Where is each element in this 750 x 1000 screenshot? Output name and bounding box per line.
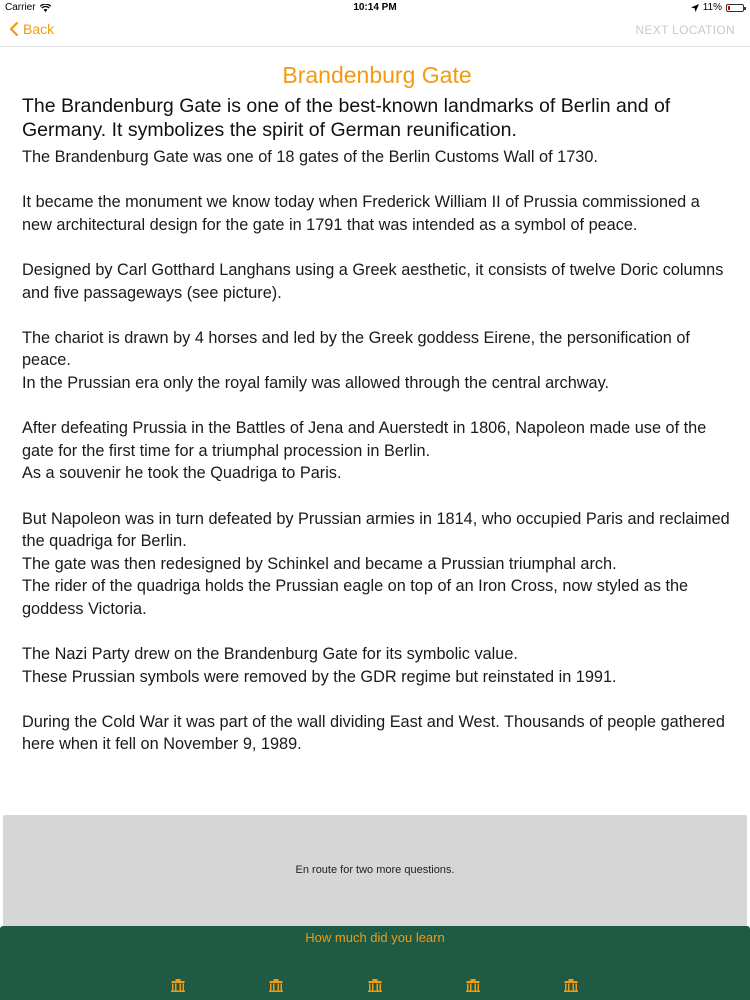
gate-icon[interactable] xyxy=(564,979,578,992)
paragraph-line: These Prussian symbols were removed by the GDR regime but reinstated in 1991. xyxy=(22,667,617,686)
paragraph-line: The Nazi Party drew on the Brandenburg Gate for its symbolic value. xyxy=(22,645,518,664)
back-button-label: Back xyxy=(23,21,55,37)
article-paragraph xyxy=(22,259,732,304)
article-paragraph xyxy=(22,146,732,169)
carrier-label: Carrier xyxy=(5,2,36,13)
status-right xyxy=(691,2,744,13)
paragraph-line: In the Prussian era only the royal family was allowed through the central archway. xyxy=(22,373,610,392)
status-time: 10:14 PM xyxy=(353,2,397,13)
navigation-bar xyxy=(0,16,750,47)
battery-percentage: 11% xyxy=(702,2,722,13)
paragraph-line: After defeating Prussia in the Battles of Jena and Auerstedt in 1806, Napoleon made use of the gate for the first time for a triumphal procession in Berlin. xyxy=(22,419,707,460)
battery-fill xyxy=(728,6,730,10)
chevron-left-icon xyxy=(8,21,20,37)
quiz-prompt[interactable]: How much did you learn xyxy=(305,930,445,945)
paragraph-line: During the Cold War it was part of the wall dividing East and West. Thousands of people gathered here when it fell on November 9, 1989. xyxy=(22,712,725,754)
paragraph-line: The Brandenburg Gate was one of 18 gates of the Berlin Customs Wall of 1730. xyxy=(22,148,598,166)
paragraph-line: Designed by Carl Gotthard Langhans using a Greek aesthetic, it consists of twelve Doric columns and five passageways (see picture). xyxy=(22,260,724,302)
gate-icon[interactable] xyxy=(466,979,480,992)
paragraph-line: As a souvenir he took the Quadriga to Paris. xyxy=(22,464,342,483)
next-location-button[interactable]: NEXT LOCATION xyxy=(635,23,735,37)
article-paragraph xyxy=(22,711,732,756)
paragraph-line: The gate was then redesigned by Schinkel and became a Prussian triumphal arch. xyxy=(22,554,617,573)
quiz-panel xyxy=(0,926,750,1000)
back-button[interactable] xyxy=(8,21,54,37)
route-info-panel xyxy=(3,815,747,927)
article-paragraph xyxy=(22,508,732,621)
location-arrow-icon xyxy=(691,4,699,12)
article-paragraph xyxy=(22,643,732,688)
paragraph-line: It became the monument we know today when Frederick William II of Prussia commissioned a new architectural design for the gate in 1791 that was intended as a symbol of peace. xyxy=(22,193,700,234)
gate-icon[interactable] xyxy=(368,979,382,992)
article-content xyxy=(22,46,732,756)
gate-icon[interactable] xyxy=(171,979,185,992)
paragraph-line: The rider of the quadriga holds the Prussian eagle on top of an Iron Cross, now styled as the goddess Victoria. xyxy=(22,577,689,618)
route-status-text: En route for two more questions. xyxy=(295,864,455,876)
article-paragraph xyxy=(22,191,732,236)
paragraph-line: But Napoleon was in turn defeated by Prussian armies in 1814, who occupied Paris and reclaimed the quadriga for Berlin. xyxy=(22,509,730,551)
status-bar xyxy=(0,0,750,16)
article-paragraph xyxy=(22,327,732,395)
article-paragraph xyxy=(22,417,732,485)
battery-icon xyxy=(726,4,744,12)
article-body xyxy=(22,146,732,756)
gate-icon[interactable] xyxy=(269,979,283,992)
page-title: Brandenburg Gate xyxy=(282,62,472,88)
paragraph-line: The chariot is drawn by 4 horses and led by the Greek goddess Eirene, the personification of peace. xyxy=(22,328,690,370)
article-intro: The Brandenburg Gate is one of the best-known landmarks of Berlin and of Germany. It symbolizes the spirit of German reunification. xyxy=(22,95,671,141)
